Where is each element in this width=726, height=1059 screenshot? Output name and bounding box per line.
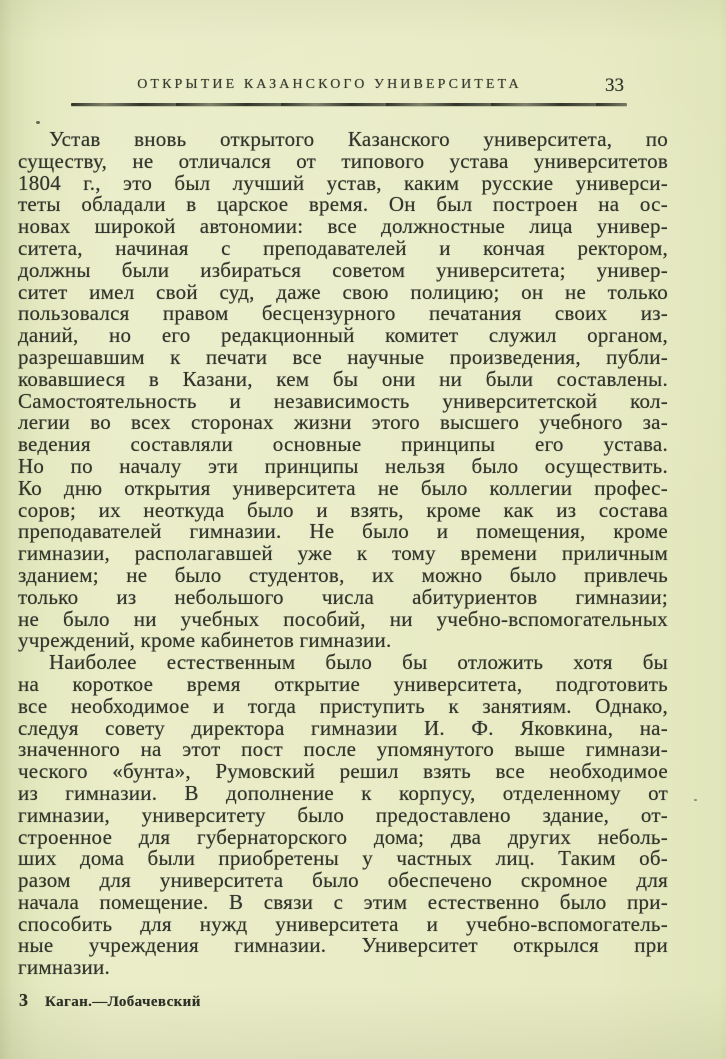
text-line: преподавателей гимназии. Не было и помещения, кроме	[18, 519, 668, 544]
text-line: легии во всех сторонах жизни этого высшего учебного за-	[18, 410, 668, 435]
signature-title: Каган.—Лобачевский	[45, 994, 201, 1010]
text-line: разом для университета было обеспечено скромное для	[18, 868, 668, 893]
text-line: ческого «бунта», Румовский решил взять все необходимое	[18, 759, 668, 784]
text-line: Самостоятельность и независимость университетской кол-	[18, 388, 668, 413]
text-line: ведения составляли основные принципы его устава.	[18, 432, 668, 457]
text-line: зданием; не было студентов, их можно было привлечь	[18, 562, 668, 587]
text-line: гимназии.	[18, 955, 110, 980]
text-line: все необходимое и тогда приступить к занятиям. Однако,	[18, 693, 668, 718]
ink-speck	[694, 799, 697, 801]
signature-line	[19, 990, 419, 1011]
running-header-title: ОТКРЫТИЕ КАЗАНСКОГО УНИВЕРСИТЕТА	[137, 77, 522, 92]
text-line: Но по началу эти принципы нельзя было осуществить.	[18, 453, 668, 478]
text-line: способить для нужд университета и учебно-вспомогатель-	[18, 911, 668, 936]
page-text	[18, 129, 668, 979]
text-line: Устав вновь открытого Казанского университета, по	[49, 127, 668, 151]
text-line: ные учреждения гимназии. Университет открылся при	[18, 933, 668, 958]
text-line: не было ни учебных пособий, ни учебно-вспомогательных	[18, 606, 668, 631]
text-line: существу, не отличался от типового устава университетов	[18, 148, 668, 173]
text-line: только из небольшого числа абитуриентов гимназии;	[18, 584, 668, 609]
text-line: следуя совету директора гимназии И. Ф. Яковкина, на-	[18, 715, 668, 740]
text-line: даний, но его редакционный комитет служил органом,	[18, 323, 668, 348]
text-line: должны были избираться советом университета; универ-	[18, 257, 668, 282]
text-line: на короткое время открытие университета, подготовить	[18, 671, 668, 696]
text-line: новах широкой автономии: все должностные лица универ-	[18, 214, 668, 239]
text-line: значенного на этот пост после упомянутого выше гимнази-	[18, 737, 668, 762]
running-header	[72, 75, 627, 99]
text-line: теты обладали в царское время. Он был построен на ос-	[18, 192, 668, 217]
text-line: учреждений, кроме кабинетов гимназии.	[18, 628, 392, 653]
text-line: Ко дню открытия университета не было коллегии профес-	[18, 475, 668, 500]
text-line: разрешавшим к печати все научные произведения, публи-	[18, 344, 668, 369]
text-line: соров; их неоткуда было и взять, кроме как из состава	[18, 497, 668, 522]
text-line: начала помещение. В связи с этим естественно было при-	[18, 889, 668, 914]
text-line: ковавшиеся в Казани, кем бы они ни были составлены.	[18, 366, 668, 391]
text-line: Наиболее естественным было бы отложить хотя бы	[49, 650, 668, 675]
text-line: 1804 г., это был лучший устав, каким русские универси-	[18, 170, 668, 195]
page-number: 33	[605, 75, 624, 96]
text-line: ситет имел свой суд, даже свою полицию; он не только	[18, 279, 668, 304]
ink-speck	[36, 121, 40, 124]
text-line: строенное для губернаторского дома; два других неболь-	[18, 824, 668, 849]
text-line: гимназии, университету было предоставлено здание, от-	[18, 802, 668, 827]
text-line: гимназии, располагавшей уже к тому времени приличным	[18, 541, 668, 566]
header-rule	[71, 103, 627, 106]
text-line: из гимназии. В дополнение к корпусу, отделенному от	[18, 780, 668, 805]
signature-number: 3	[19, 990, 28, 1010]
text-line: пользовался правом бесцензурного печатания своих из-	[18, 301, 668, 326]
text-line: ситета, начиная с преподавателей и кончая ректором,	[18, 235, 668, 260]
text-line: ших дома были приобретены у частных лиц. Таким об-	[18, 846, 668, 871]
